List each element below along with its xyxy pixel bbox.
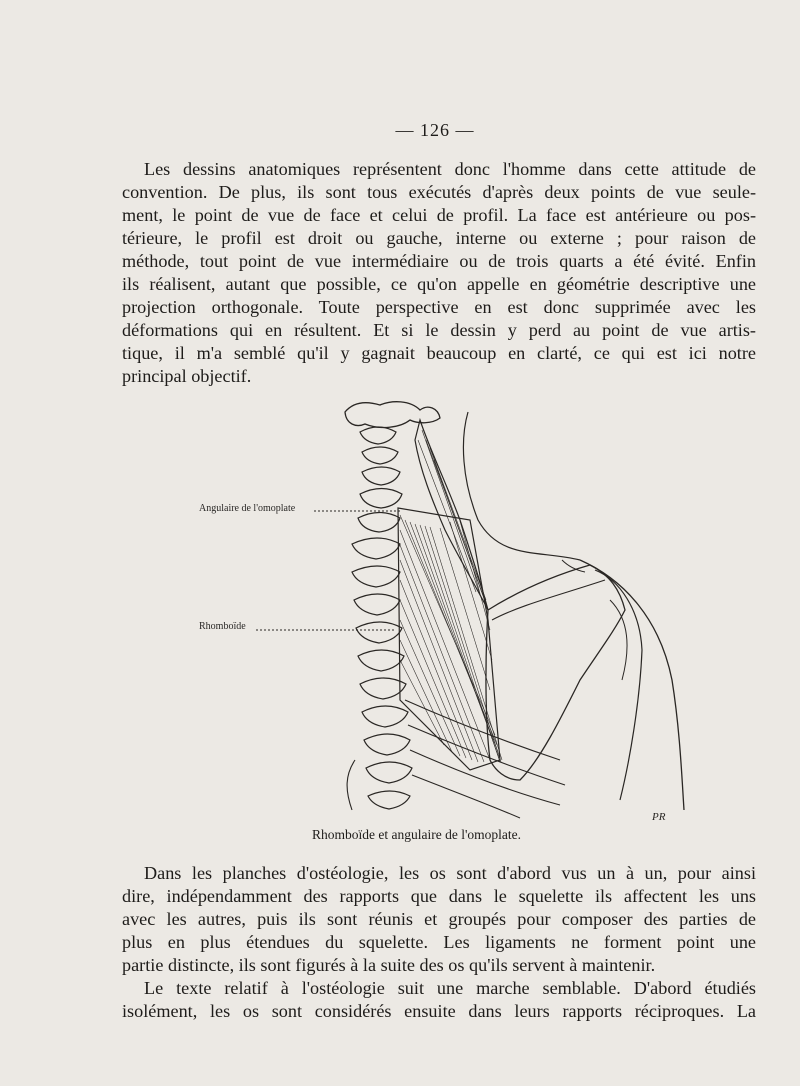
artist-signature: PR: [652, 811, 666, 823]
figure-caption: Rhomboïde et angulaire de l'omoplate.: [312, 827, 521, 842]
text-line: Le texte relatif à l'ostéologie suit une marche semblable. D'abord étudiés: [144, 978, 756, 998]
text-line: avec les autres, puis ils sont réunis et groupés pour composer des parties de: [122, 909, 756, 929]
page-number: — 126 —: [395, 120, 475, 140]
shoulder-outline: [580, 560, 684, 810]
text-line: Les dessins anatomiques représentent donc l'homme dans cette attitude de: [144, 159, 756, 179]
text-line: principal objectif.: [122, 366, 252, 386]
label-angulaire: Angulaire de l'omoplate: [199, 503, 296, 514]
text-line: plus en plus étendues du squelette. Les ligaments ne forment point une: [122, 932, 756, 952]
atlas-vertebra: [345, 402, 440, 428]
spine: [352, 427, 412, 809]
paragraph-osteology: [122, 862, 756, 1023]
ribs: [347, 700, 565, 818]
text-line: déformations qui en résultent. Et si le dessin y perd au point de vue artis-: [122, 320, 756, 340]
scapular-spine: [492, 580, 605, 620]
text-line: méthode, tout point de vue intermédiaire ou de trois quarts a été évité. Enfin: [122, 251, 756, 271]
text-line: isolément, les os sont considérés ensuite dans leurs rapports réciproques. La: [122, 1001, 756, 1021]
text-line: tique, il m'a semblé qu'il y gagnait beaucoup en clarté, ce qui est ici notre: [122, 343, 756, 363]
text-line: Dans les planches d'ostéologie, les os sont d'abord vus un à un, pour ainsi: [144, 863, 756, 883]
text-line: ils réalisent, autant que possible, ce qu'on appelle en géométrie descriptive une: [122, 274, 756, 294]
text-line: partie distincte, ils sont figurés à la suite des os qu'ils servent à maintenir.: [122, 955, 656, 975]
neck-outline: [463, 412, 580, 560]
text-line: dire, indépendamment des rapports que dans le squelette ils affectent les uns: [122, 886, 756, 906]
text-line: projection orthogonale. Toute perspective en est donc supprimée avec les: [122, 297, 756, 317]
scapula: [486, 565, 625, 780]
humerus: [595, 570, 642, 800]
text-line: térieure, le profil est droit ou gauche, interne ou externe ; pour raison de: [122, 228, 756, 248]
label-rhomboide: Rhomboïde: [199, 621, 246, 632]
text-line: ment, le point de vue de face et celui de profil. La face est antérieure ou pos-: [122, 205, 756, 225]
angulaire-muscle: [415, 420, 488, 610]
text-line: convention. De plus, ils sont tous exécutés d'après deux points de vue seule-: [122, 182, 756, 202]
